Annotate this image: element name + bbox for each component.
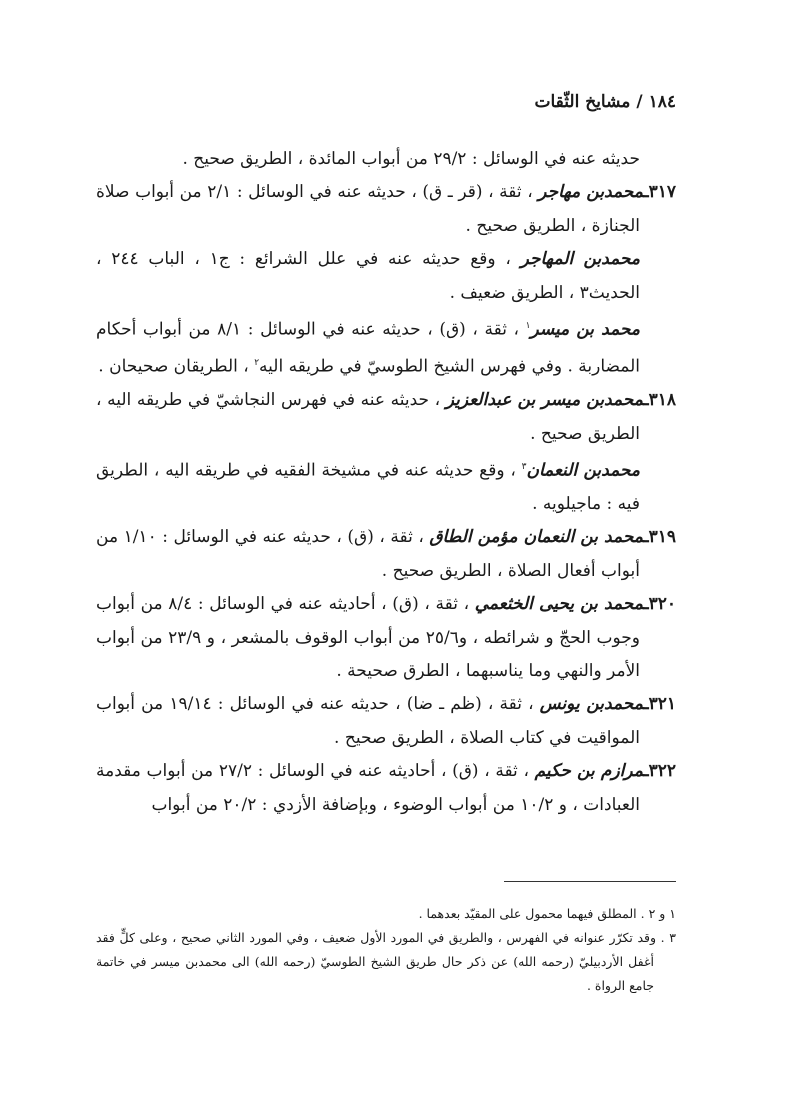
footnote-divider bbox=[504, 881, 676, 883]
running-header bbox=[534, 92, 676, 112]
book-title: مشايخ الثّقات bbox=[534, 92, 631, 112]
main-text bbox=[96, 143, 676, 822]
entry-317: ٣١٧ـمحمدبن مهاجر ، ثقة ، (قر ـ ق) ، حديثه عنه في الوسائل : ٢/١ من أبواب صلاة الجنازة ، الطريق صحيح . bbox=[96, 182, 676, 236]
entry-321: ٣٢١ـمحمدبن يونس ، ثقة ، (ظم ـ ضا) ، حديثه عنه في الوسائل : ١٩/١٤ من أبواب المواقيت في كتاب الصلاة ، الطريق صحيح . bbox=[96, 694, 676, 748]
sub-entry: محمدبن المهاجر ، وقع حديثه عنه في علل الشرائع : ج١ ، الباب ٢٤٤ ، الحديث٣ ، الطريق ضعيف . bbox=[96, 249, 641, 303]
footnote-3: ٣ . وقد تكرّر عنوانه في الفهرس ، والطريق في المورد الأول ضعيف ، وفي المورد الثاني صحيح ، وعلى كلٍّ فقد أغفل الأردبيليّ (رحمه الله) عن ذكر حال طريق الشيخ الطوسيّ (رحمه الله) الى محمدبن ميسر في خاتمة جامع الرواة . bbox=[96, 930, 676, 993]
narrator-name: محمدبن النعمان bbox=[526, 460, 640, 481]
entry-319: ٣١٩ـمحمد بن النعمان مؤمن الطاق ، ثقة ، (ق) ، حديثه عنه في الوسائل : ١/١٠ من أبواب أفعال الصلاة ، الطريق صحيح . bbox=[96, 527, 677, 581]
entry-318: ٣١٨ـمحمدبن ميسر بن عبدالعزيز ، حديثه عنه في فهرس النجاشيّ في طريقه اليه ، الطريق صحيح . bbox=[96, 390, 676, 444]
narrator-name: محمدبن ميسر بن عبدالعزيز bbox=[445, 390, 644, 411]
footnote-ref[interactable]: ٢ bbox=[254, 358, 260, 369]
narrator-name: محمد بن ميسر bbox=[530, 319, 640, 340]
footnote-ref[interactable]: ٣ bbox=[521, 461, 527, 472]
entry-320: ٣٢٠ـمحمد بن يحيى الخثعمي ، ثقة ، (ق) ، أحاديثه عنه في الوسائل : ٨/٤ من أبواب وجوب الحجّ و شرائطه ، و٢٥/٦ من أبواب الوقوف بالمشعر ، و ٢٣/٩ من أبواب الأمر والنهي وما يناسبهما ، الطرق صحيحة . bbox=[96, 594, 676, 682]
narrator-name: محمد بن النعمان مؤمن الطاق bbox=[429, 527, 644, 548]
narrator-name: محمدبن مهاجر bbox=[538, 182, 644, 203]
header-separator: / bbox=[636, 92, 643, 112]
footnote-ref[interactable]: ١ bbox=[525, 321, 531, 332]
footnotes bbox=[96, 902, 676, 998]
sub-entry: محمدبن النعمان$^٣$ ، وقع حديثه عنه في مشيخة الفقيه في طريقه اليه ، الطريق فيه : ماجيلويه . bbox=[96, 460, 640, 515]
narrator-name: محمدبن المهاجر bbox=[520, 249, 641, 270]
narrator-name: محمد بن يحيى الخثعمي bbox=[474, 594, 644, 615]
sub-entry: محمد بن ميسر$^١$ ، ثقة ، (ق) ، حديثه عنه في الوسائل : ٨/١ من أبواب أحكام المضاربة . وفي فهرس الشيخ الطوسيّ في طريقه اليه$^٢$ ، الطريقان صحيحان . bbox=[96, 319, 640, 377]
continuation-paragraph: حديثه عنه في الوسائل : ٢٩/٢ من أبواب المائدة ، الطريق صحيح . bbox=[182, 149, 640, 169]
page-number: ١٨٤ bbox=[648, 92, 676, 112]
narrator-name: محمدبن يونس bbox=[539, 694, 644, 715]
narrator-name: مرازم بن حكيم bbox=[534, 761, 644, 782]
entry-322: ٣٢٢ـمرازم بن حكيم ، ثقة ، (ق) ، أحاديثه عنه في الوسائل : ٢٧/٢ من أبواب مقدمة العبادات ، و ١٠/٢ من أبواب الوضوء ، وبإضافة الأزدي : ٢٠/٢ من أبواب bbox=[96, 761, 676, 815]
footnote-1-2: ١ و ٢ . المطلق فيهما محمول على المقيّد بعدهما . bbox=[418, 906, 676, 921]
